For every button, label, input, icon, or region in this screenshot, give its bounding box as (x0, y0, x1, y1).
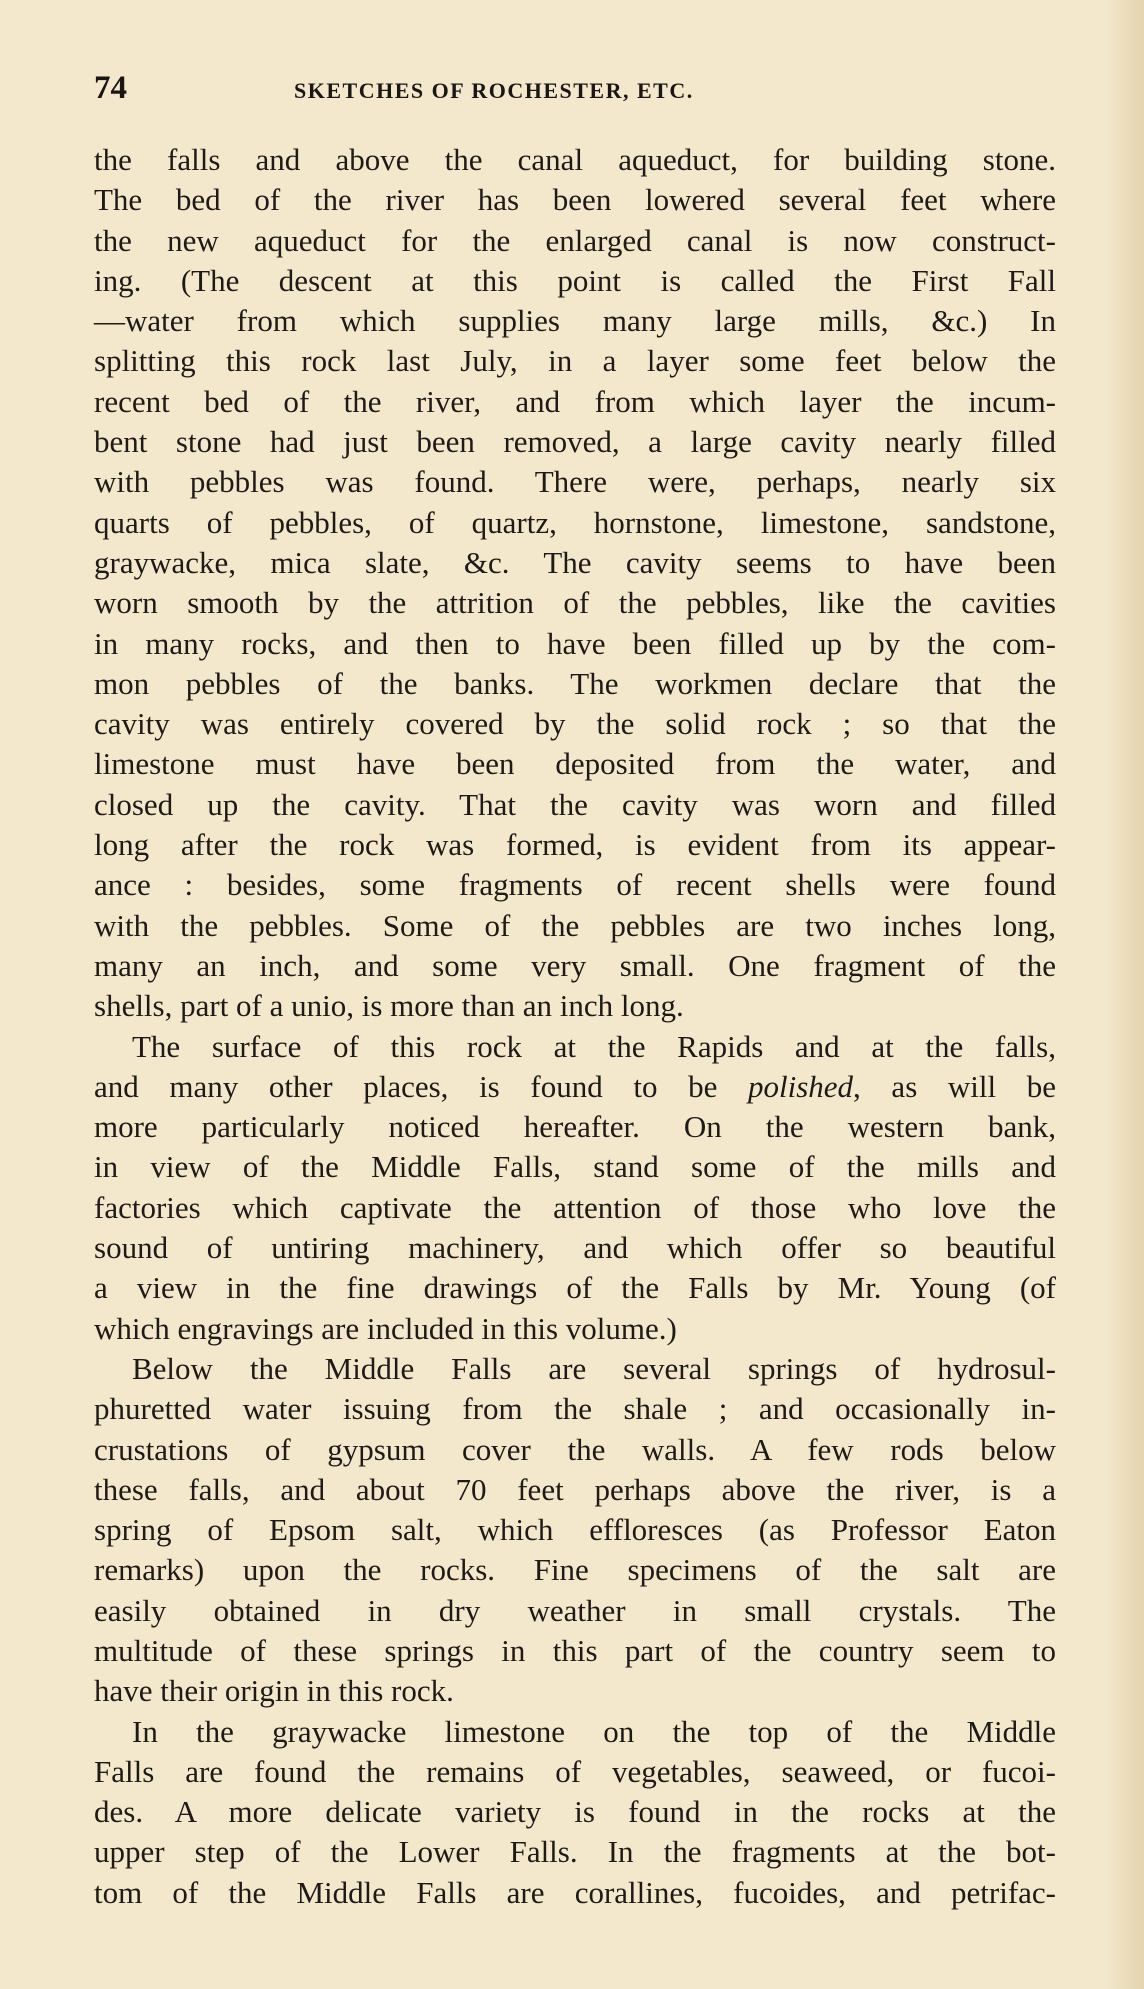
text-line: factories which captivate the attention of those who love the (94, 1189, 1056, 1225)
text-line: quarts of pebbles, of quartz, hornstone, limestone, sandstone, (94, 504, 1056, 540)
text-line: —water from which supplies many large mills, &c.) In (94, 303, 1056, 339)
text-line: the falls and above the canal aqueduct, for building stone. (94, 142, 1056, 177)
text-line: upper step of the Lower Falls. In the fragments at the bot- (94, 1834, 1056, 1870)
text-line: long after the rock was formed, is evident from its appear- (94, 827, 1056, 863)
text-line: more particularly noticed hereafter. On the western bank, (94, 1109, 1056, 1145)
text-line: ing. (The descent at this point is called the First Fall (94, 262, 1056, 298)
text-line: des. A more delicate variety is found in the rocks at the (94, 1794, 1056, 1830)
body-text (94, 140, 1056, 1913)
running-head: SKETCHES OF ROCHESTER, ETC. (294, 78, 694, 103)
text-line: phuretted water issuing from the shale ; and occasionally in- (94, 1391, 1056, 1427)
text-line: a view in the fine drawings of the Falls by Mr. Young (of (94, 1270, 1056, 1306)
text-line: bent stone had just been removed, a large cavity nearly filled (94, 424, 1056, 460)
text-line: closed up the cavity. That the cavity was worn and filled (94, 786, 1056, 822)
text-line: the new aqueduct for the enlarged canal is now construct- (94, 222, 1056, 258)
text-line: shells, part of a unio, is more than an inch long. (94, 988, 684, 1024)
text-line: tom of the Middle Falls are corallines, fucoides, and petrifac- (94, 1874, 1056, 1910)
text-line: easily obtained in dry weather in small crystals. The (94, 1592, 1056, 1628)
text-line: splitting this rock last July, in a layer some feet below the (94, 343, 1056, 379)
text-line: cavity was entirely covered by the solid rock ; so that the (94, 706, 1056, 742)
text-line: The surface of this rock at the Rapids and at the falls, (132, 1028, 1056, 1064)
text-line: in many rocks, and then to have been filled up by the com- (94, 625, 1056, 661)
text-line: limestone must have been deposited from the water, and (94, 746, 1056, 782)
text-line: remarks) upon the rocks. Fine specimens of the salt are (94, 1552, 1056, 1588)
text-line: Falls are found the remains of vegetables, seaweed, or fucoi- (94, 1753, 1056, 1789)
text-line: mon pebbles of the banks. The workmen declare that the (94, 665, 1056, 701)
text-line: and many other places, is found to be polished, as will be (94, 1068, 1057, 1104)
text-line: The bed of the river has been lowered several feet where (94, 182, 1056, 218)
text-line: in view of the Middle Falls, stand some of the mills and (94, 1149, 1056, 1185)
text-line: crustations of gypsum cover the walls. A few rods below (94, 1431, 1056, 1467)
text-line: In the graywacke limestone on the top of the Middle (132, 1713, 1056, 1749)
text-line: Below the Middle Falls are several springs of hydrosul- (132, 1350, 1056, 1386)
page-header (94, 70, 1054, 120)
text-line: many an inch, and some very small. One fragment of the (94, 947, 1056, 983)
text-line: sound of untiring machinery, and which offer so beautiful (94, 1230, 1056, 1266)
emphasis-polished: polished (747, 1068, 854, 1104)
text-line: with the pebbles. Some of the pebbles are two inches long, (94, 907, 1056, 943)
text-line: have their origin in this rock. (94, 1673, 454, 1709)
text-line: multitude of these springs in this part of the country seem to (94, 1632, 1056, 1668)
text-line: which engravings are included in this volume.) (94, 1310, 677, 1346)
text-line: ance : besides, some fragments of recent shells were found (94, 867, 1056, 903)
text-line: graywacke, mica slate, &c. The cavity seems to have been (94, 544, 1056, 580)
text-line: these falls, and about 70 feet perhaps above the river, is a (94, 1471, 1056, 1507)
text-line: spring of Epsom salt, which effloresces (as Professor Eaton (94, 1512, 1056, 1548)
text-line: recent bed of the river, and from which layer the incum- (94, 383, 1056, 419)
text-line: with pebbles was found. There were, perhaps, nearly six (94, 464, 1056, 500)
text-line: worn smooth by the attrition of the pebbles, like the cavities (94, 585, 1056, 621)
page-edge-shadow (1104, 0, 1144, 1989)
page-number: 74 (94, 70, 127, 106)
